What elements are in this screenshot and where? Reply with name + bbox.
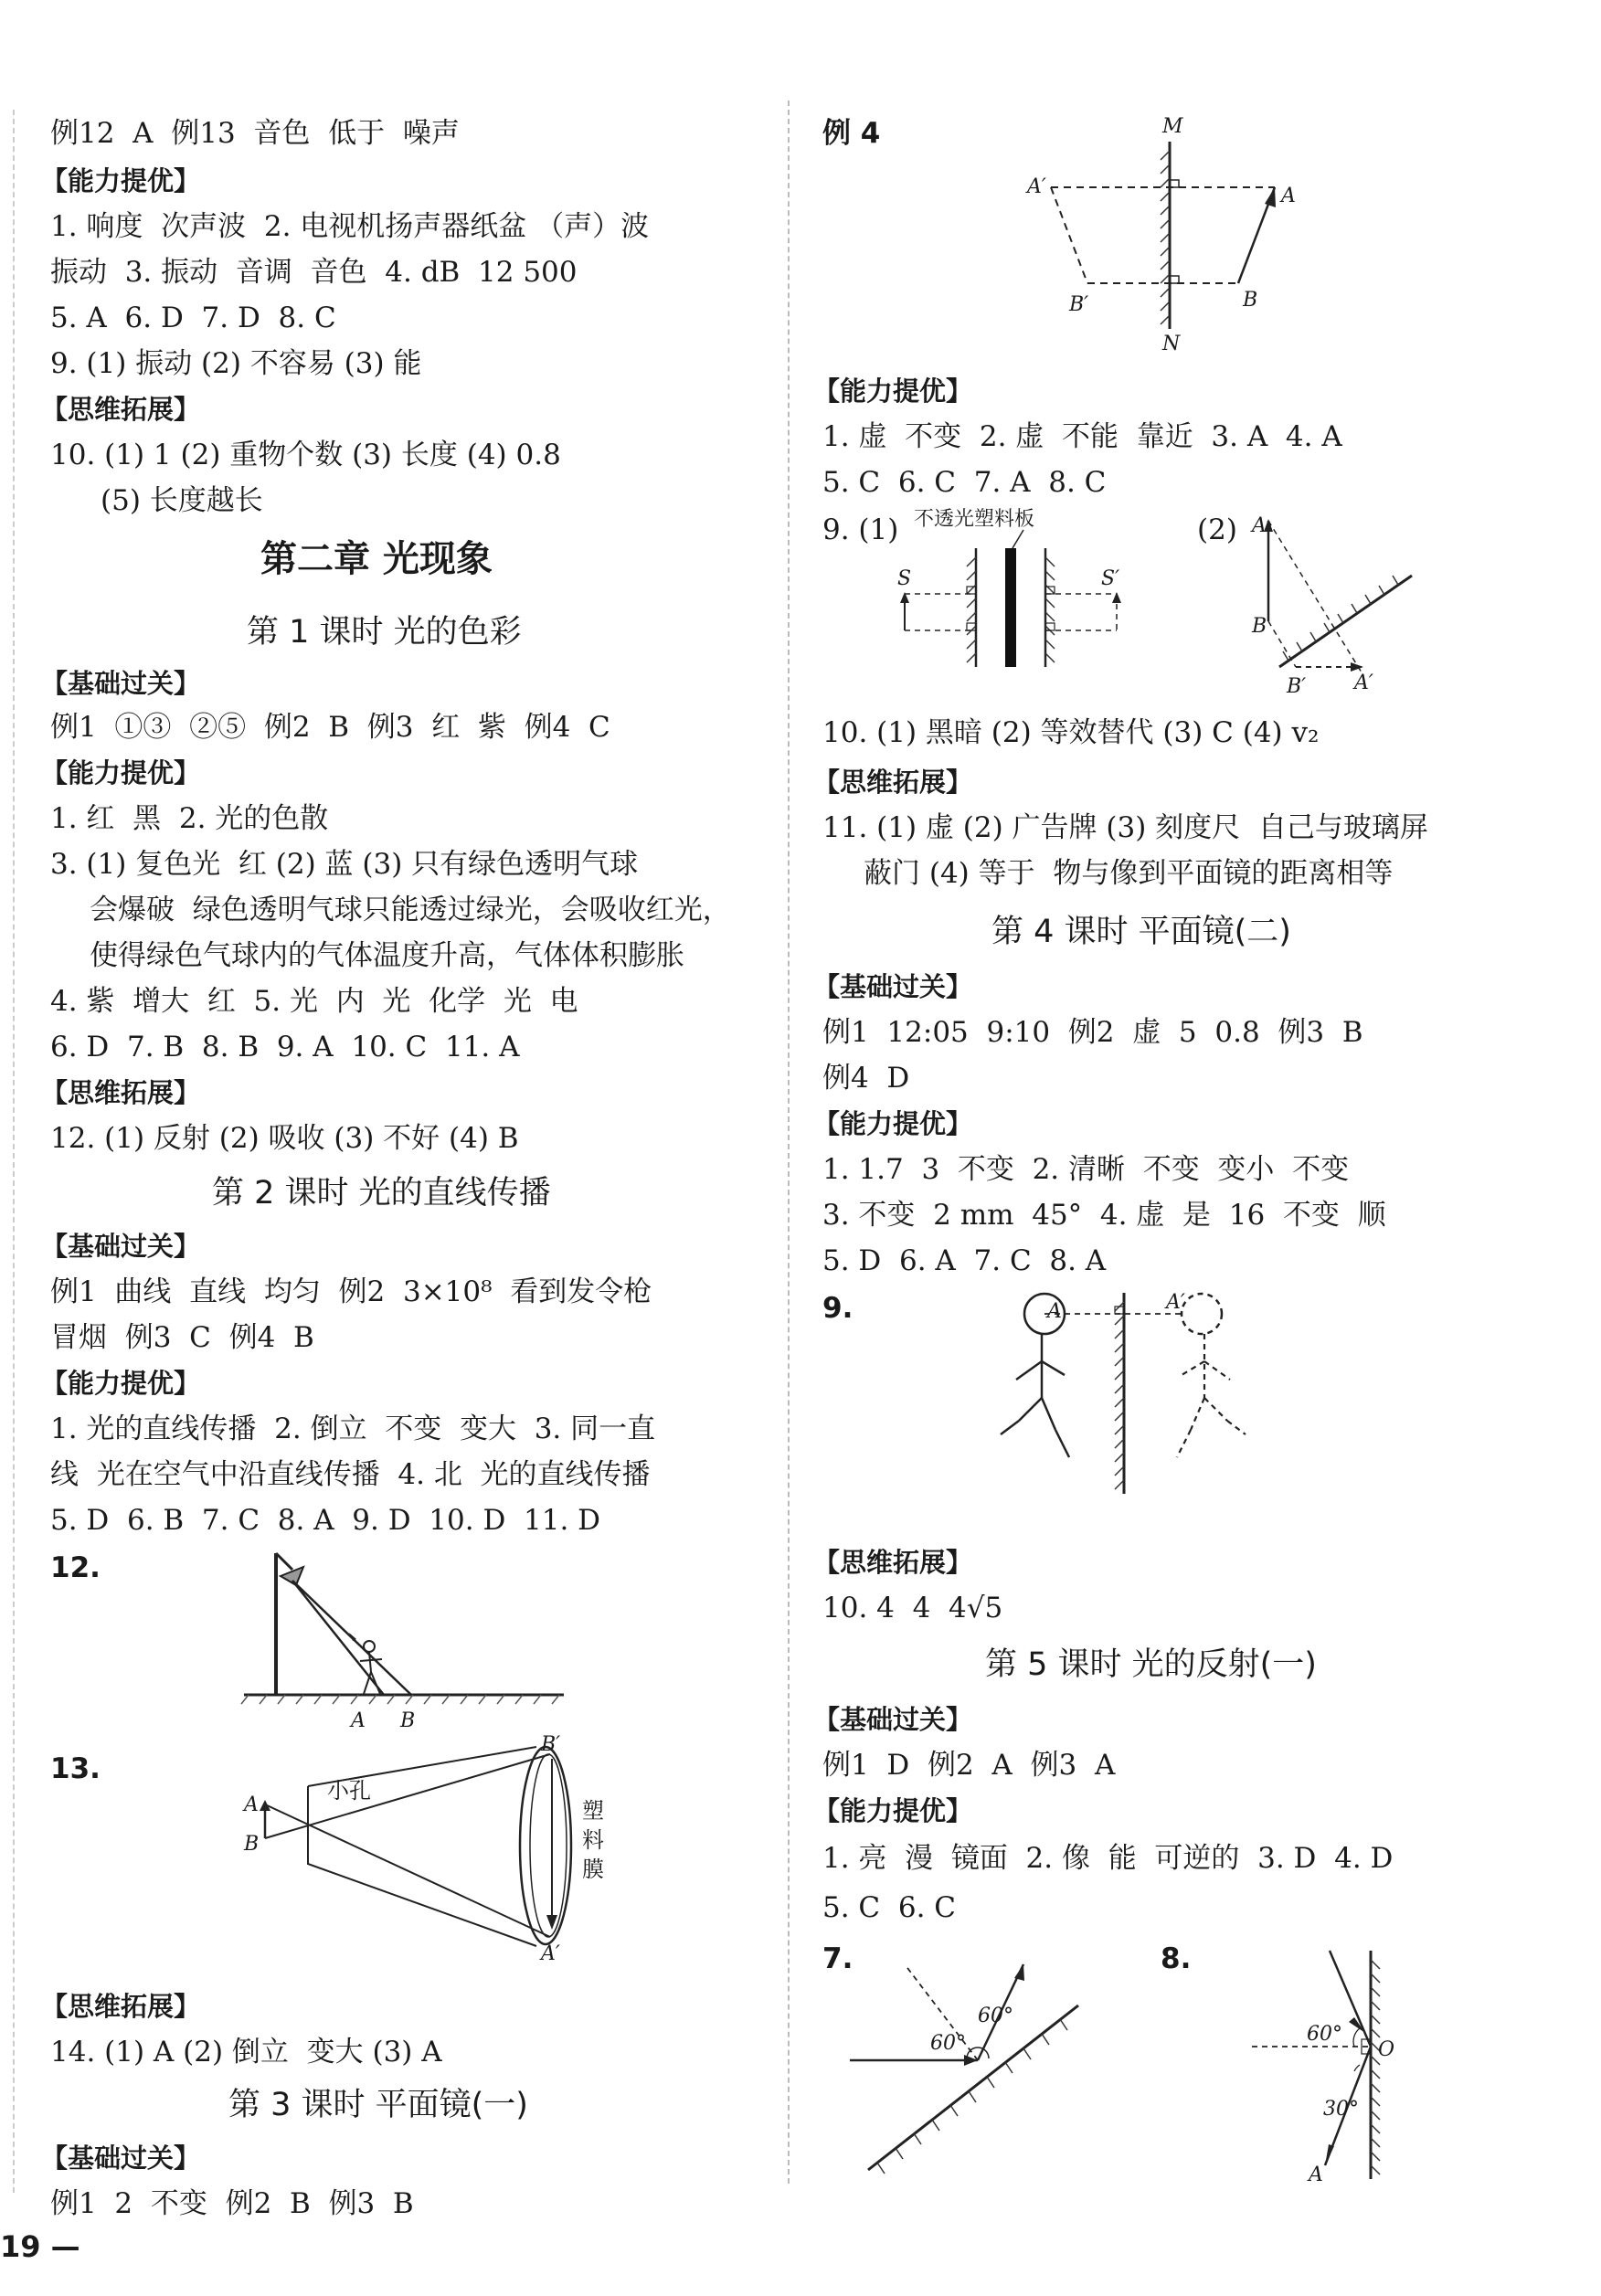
label-bprime: B′ bbox=[1287, 675, 1307, 698]
label-aprime: A′ bbox=[1166, 1291, 1185, 1314]
label-a: A bbox=[1047, 1300, 1062, 1323]
section-heading: 【思维拓展】 bbox=[41, 394, 201, 425]
section-heading: 【基础过关】 bbox=[813, 971, 973, 1002]
figure-9-runner-mirror bbox=[996, 1288, 1307, 1498]
section-heading: 【能力提优】 bbox=[813, 1108, 973, 1139]
label-film-3: 膜 bbox=[582, 1857, 604, 1882]
question-number: 7. bbox=[822, 1942, 854, 1975]
label-a: A bbox=[1309, 2164, 1323, 2186]
text-line: 4. 紫 增大 红 5. 光 内 光 化学 光 电 bbox=[50, 985, 578, 1018]
section-heading: 【能力提优】 bbox=[41, 1368, 201, 1399]
text-line: 1. 响度 次声波 2. 电视机扬声器纸盆 （声）波 bbox=[50, 210, 650, 243]
lesson-title: 第 3 课时 平面镜(一) bbox=[228, 2087, 528, 2123]
text-line: 1. 光的直线传播 2. 倒立 不变 变大 3. 同一直 bbox=[50, 1413, 656, 1445]
text-line: 振动 3. 振动 音调 音色 4. dB 12 500 bbox=[50, 256, 578, 289]
text-line: 使得绿色气球内的气体温度升高，气体体积膨胀 bbox=[90, 939, 684, 972]
text-line: 例12 A 例13 音色 低于 噪声 bbox=[50, 117, 460, 150]
example-label: 例 4 bbox=[822, 117, 881, 150]
text-line: 例1 曲线 直线 均匀 例2 3×10⁸ 看到发令枪 bbox=[50, 1275, 652, 1308]
text-line: 5. C 6. C 7. A 8. C bbox=[822, 466, 1107, 499]
text-line: 10. (1) 黑暗 (2) 等效替代 (3) C (4) v₂ bbox=[822, 716, 1320, 749]
question-number: (2) bbox=[1197, 513, 1237, 546]
figure-ex4-mirror bbox=[1023, 114, 1316, 361]
lesson-title: 第 5 课时 光的反射(一) bbox=[985, 1646, 1317, 1683]
section-heading: 【思维拓展】 bbox=[813, 767, 973, 798]
question-number: 8. bbox=[1161, 1942, 1192, 1975]
section-heading: 【思维拓展】 bbox=[41, 1077, 201, 1108]
label-s: S bbox=[897, 567, 912, 590]
text-line: 1. 亮 漫 镜面 2. 像 能 可逆的 3. D 4. D bbox=[822, 1842, 1394, 1875]
label-b: B bbox=[244, 1833, 260, 1856]
label-aprime: A′ bbox=[1354, 672, 1373, 694]
figure-9-1-board bbox=[896, 508, 1133, 685]
label-a: A bbox=[244, 1793, 259, 1816]
text-line: 10. 4 4 4√5 bbox=[822, 1592, 1003, 1624]
figure-13-pinhole bbox=[239, 1733, 605, 1965]
label-angle-60: 60° bbox=[1307, 2023, 1342, 2046]
text-line: 1. 1.7 3 不变 2. 清晰 不变 变小 不变 bbox=[822, 1153, 1350, 1186]
label-aprime: A′ bbox=[541, 1942, 560, 1965]
text-line: 例1 2 不变 例2 B 例3 B bbox=[50, 2187, 414, 2220]
label-hole: 小孔 bbox=[327, 1778, 371, 1804]
label-a: A bbox=[1281, 185, 1296, 207]
text-line: 11. (1) 虚 (2) 广告牌 (3) 刻度尺 自己与玻璃屏 bbox=[822, 811, 1428, 844]
label-n: N bbox=[1162, 333, 1181, 355]
label-a: A bbox=[1252, 514, 1267, 537]
text-line: 5. D 6. A 7. C 8. A bbox=[822, 1244, 1107, 1277]
text-line: 例1 D 例2 A 例3 A bbox=[822, 1749, 1116, 1782]
text-line: 例1 ①③ ②⑤ 例2 B 例3 红 紫 例4 C bbox=[50, 711, 610, 744]
text-line: 5. C 6. C bbox=[822, 1891, 957, 1924]
text-line: 例4 D bbox=[822, 1062, 910, 1095]
lesson-title: 第 2 课时 光的直线传播 bbox=[212, 1175, 551, 1211]
label-angle-30: 30° bbox=[1323, 2098, 1359, 2121]
section-heading: 【能力提优】 bbox=[813, 376, 973, 407]
question-number: 9. bbox=[822, 1292, 854, 1325]
text-line: 线 光在空气中沿直线传播 4. 北 光的直线传播 bbox=[50, 1458, 651, 1491]
text-line: 6. D 7. B 8. B 9. A 10. C 11. A bbox=[50, 1031, 520, 1063]
label-b: B bbox=[1252, 615, 1267, 638]
section-heading: 【基础过关】 bbox=[41, 2143, 201, 2174]
section-heading: 【思维拓展】 bbox=[41, 1991, 201, 2022]
text-line: 1. 红 黑 2. 光的色散 bbox=[50, 802, 329, 835]
lesson-title: 第 1 课时 光的色彩 bbox=[247, 614, 522, 651]
figure-7-reflection bbox=[850, 1951, 1097, 2179]
label-a: A bbox=[351, 1709, 366, 1732]
text-line: 蔽门 (4) 等于 物与像到平面镜的距离相等 bbox=[864, 857, 1394, 890]
text-line: 9. (1) 振动 (2) 不容易 (3) 能 bbox=[50, 347, 422, 380]
section-heading: 【能力提优】 bbox=[41, 165, 201, 196]
label-film-2: 料 bbox=[582, 1827, 604, 1853]
question-number: 13. bbox=[50, 1752, 101, 1785]
text-line: (5) 长度越长 bbox=[101, 484, 263, 517]
label-b: B bbox=[400, 1709, 416, 1732]
figure-12-shadow bbox=[239, 1544, 568, 1736]
text-line: 3. 不变 2 mm 45° 4. 虚 是 16 不变 顺 bbox=[822, 1199, 1386, 1232]
label-angle-2: 60° bbox=[978, 2005, 1013, 2027]
text-line: 会爆破 绿色透明气球只能透过绿光，会吸收红光， bbox=[90, 894, 731, 926]
figure-8-reflection bbox=[1252, 1942, 1444, 2188]
section-heading: 【思维拓展】 bbox=[813, 1547, 973, 1578]
text-line: 3. (1) 复色光 红 (2) 蓝 (3) 只有绿色透明气球 bbox=[50, 848, 639, 881]
label-m: M bbox=[1162, 115, 1183, 138]
left-margin-rule bbox=[13, 110, 15, 2193]
question-number: 12. bbox=[50, 1551, 101, 1584]
label-bprime: B′ bbox=[1069, 293, 1089, 316]
text-line: 12. (1) 反射 (2) 吸收 (3) 不好 (4) B bbox=[50, 1122, 519, 1155]
column-divider bbox=[788, 101, 790, 2184]
text-line: 冒烟 例3 C 例4 B bbox=[50, 1321, 314, 1354]
chapter-title: 第二章 光现象 bbox=[260, 538, 493, 580]
text-line: 5. A 6. D 7. D 8. C bbox=[50, 302, 336, 334]
label-bprime: B′ bbox=[541, 1733, 561, 1756]
question-number: 9. (1) bbox=[822, 513, 899, 546]
label-aprime: A′ bbox=[1027, 175, 1046, 198]
section-heading: 【基础过关】 bbox=[41, 668, 201, 699]
label-o: O bbox=[1378, 2038, 1395, 2061]
text-line: 例1 12:05 9:10 例2 虚 5 0.8 例3 B bbox=[822, 1016, 1363, 1049]
section-heading: 【基础过关】 bbox=[813, 1704, 973, 1735]
section-heading: 【基础过关】 bbox=[41, 1231, 201, 1262]
label-film-1: 塑 bbox=[582, 1798, 604, 1824]
label-b: B bbox=[1243, 289, 1258, 312]
text-line: 1. 虚 不变 2. 虚 不能 靠近 3. A 4. A bbox=[822, 420, 1342, 453]
label-angle-1: 60° bbox=[930, 2032, 966, 2055]
figure-9-2-mirror bbox=[1252, 512, 1426, 698]
page-number: 19 — bbox=[0, 2229, 80, 2264]
section-heading: 【能力提优】 bbox=[813, 1795, 973, 1826]
text-line: 14. (1) A (2) 倒立 变大 (3) A bbox=[50, 2036, 442, 2069]
text-line: 10. (1) 1 (2) 重物个数 (3) 长度 (4) 0.8 bbox=[50, 439, 561, 471]
section-heading: 【能力提优】 bbox=[41, 757, 201, 788]
label-board: 不透光塑料板 bbox=[914, 508, 1035, 531]
label-sprime: S′ bbox=[1101, 567, 1120, 590]
text-line: 5. D 6. B 7. C 8. A 9. D 10. D 11. D bbox=[50, 1504, 601, 1537]
lesson-title: 第 4 课时 平面镜(二) bbox=[991, 914, 1291, 950]
